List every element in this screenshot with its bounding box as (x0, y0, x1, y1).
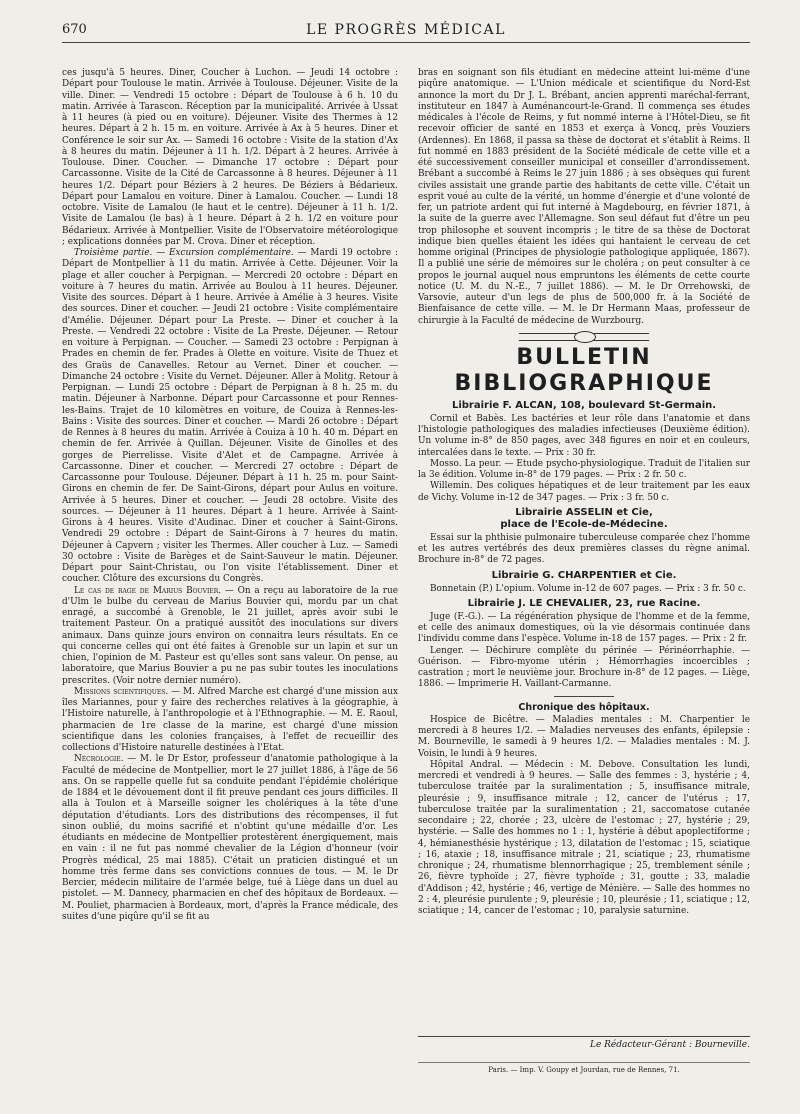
rabies-label: Le cas de rage de Marius Bouvier. (74, 585, 222, 596)
publisher-asselin (418, 507, 750, 531)
publisher-asselin-line2: place de l'Ecole-de-Médecine. (500, 518, 668, 530)
book-entry: Lenger. — Déchirure complète du périnée — Périnéorrhaphie. — Guérison. — Fibro-myome utérin ; Hémorrhagies incoercibles ; castration ; mort le neuvième jour. Brochure in-8° de 12 pages. — Liège, 1886. — Imprimerie H. Vaillant-Carmanne. (418, 645, 750, 690)
printer-imprint: Paris. — Imp. V. Goupy et Jourdan, rue de Rennes, 71. (418, 1062, 750, 1074)
chronicle-entry: Hospice de Bicêtre. — Maladies mentales : M. Charpentier le mercredi à 8 heures 1/2. — Maladies nerveuses des enfants, épilepsie : M. Bourneville, le samedi à 9 heures 1/2. — Maladies mentales : M. J. Voisin, le lundi à 9 heures. (418, 714, 750, 759)
page-header (62, 20, 750, 43)
necrology-label: Nécrologie. (74, 754, 124, 765)
necrology-continued: bras en soignant son fils étudiant en médecine atteint lui-même d'une piqûre anatomique. — L'Union médicale et scientifique du Nord-Est annonce la mort du Dr J. L. Brébant, ancien apprenti maréchal-ferrant, instituteur en 1847 à Auménancourt-le-Grand. Il commença ses études médicales à l'école de Reims, y fut nommé interne à l'Hôtel-Dieu, se fit recevoir officier de santé en 1853 et exerça à Voncq, près Vouziers (Ardennes). En 1868, il passa sa thèse de doctorat et s'établit à Reims. Il fut nommé en 1883 président de la Société médicale de cette ville et a été successivement conseiller municipal et conseiller d'arrondissement. Brébant a succombé à Reims le 27 juin 1886 ; à ses obsèques qui furent civiles assistait une grande partie des habitants de cette ville. C'était un esprit voué au culte de la vérité, un homme d'énergie et d'une volonté de fer, un patriote ardent qui fut interné à Magdebourg, en février 1871, à la suite de la guerre avec l'Allemagne. Son seul défaut fut d'être un peu trop philosophe et souvent incompris ; le titre de sa thèse de Doctorat indique bien quelles étaient les idées qui hantaient le cerveau de cet homme original (Principes de physiologie pathologique appliquée, 1867). Il a publié une série de mémoires sur le choléra ; on peut consulter à ce propos le journal auquel nous empruntons les éléments de cette courte notice (U. M. du N.-E., 7 juillet 1886). — M. le Dr Orrehowski, de Varsovie, auteur d'un legs de plus de 500,000 fr. à la Société de Bienfaisance de cette ville. — M. le Dr Hermann Maas, professeur de chirurgie à la Faculté de médecine de Wurzbourg. (418, 68, 750, 326)
right-column (418, 68, 750, 1028)
ornamental-rule (519, 333, 649, 341)
excursion-text: — Mardi 19 octobre : Départ de Montpellier à 11 du matin. Arrivée à Cette. Déjeuner. Voir la plage et aller coucher à Perpignan. — Mercredi 20 octobre : Départ en voiture à 7 heures du matin. Arrivée au Boulou à 11 heures. Déjeuner. Visite des sources. Départ à 1 heure. Arrivée à Amélie à 3 heures. Visite des sources. Diner et coucher. — Jeudi 21 octobre : Visite complémentaire d'Amélie. Déjeuner. Départ pour La Preste. — Diner et coucher à la Preste. — Vendredi 22 octobre : Visite de La Preste. Déjeuner. — Retour en voiture à Perpignan. — Coucher. — Samedi 23 octobre : Perpignan à Prades en chemin de fer. Prades à Olette en voiture. Visite de Thuez et des Graüs de Canavelles. Retour au Vernet. Diner et coucher. — Dimanche 24 octobre : Visite du Vernet. Déjeuner. Aller à Molitg. Retour à Perpignan. — Lundi 25 octobre : Départ de Perpignan à 8 h. 25 m. du matin. Déjeuner à Narbonne. Départ pour Carcassonne et pour Rennes-les-Bains. Trajet de 10 kilomètres en voiture, de Couiza à Rennes-les-Bains : Visite des sources. Diner et coucher. — Mardi 26 octobre : Départ de Rennes à 8 heures du matin. Arrivée à Couiza à 10 h. 40 m. Départ en chemin de fer. Arrivée à Quillan. Déjeuner. Visite de Ginolles et des gorges de Pierrelisse. Visite d'Alet et de Campagne. Arrivée à Carcassonne. Diner et coucher. — Mercredi 27 octobre : Départ de Carcassonne pour Toulouse. Déjeuner. Départ à 11 h. 25 m. pour Saint-Girons en chemin de fer. De Saint-Girons, départ pour Aulus en voiture. Arrivée à 5 heures. Diner et coucher. — Jeudi 28 octobre. Visite des sources. — Déjeuner à 11 heures. Départ à 1 heure. Arrivée à Saint-Girons à 4 heures. Visite d'Audinac. Diner et coucher à Saint-Girons. Vendredi 29 octobre : Départ de Saint-Girons à 7 heures du matin. Déjeuner à Capvern ; visiter les Thermes. Aller coucher à Luz. — Samedi 30 octobre : Visite de Barèges et de Saint-Sauveur le matin. Déjeuner. Départ pour Saint-Christau, ou l'on visite l'établissement. Diner et coucher. Clôture des excursions du Congrès. (62, 248, 398, 585)
itinerary-paragraph: ces jusqu'à 5 heures. Diner, Coucher à Luchon. — Jeudi 14 octobre : Départ pour Toulouse le matin. Arrivée à Toulouse. Déjeuner. Visite de la ville. Diner. — Vendredi 15 octobre : Départ de Toulouse à 6 h. 10 du matin. Arrivée à Tarascon. Réception par la municipalité. Arrivée à Ussat à 11 heures (à pied ou en voiture). Déjeuner. Visite des Thermes à 12 heures. Départ à 2 h. 15 m. en voiture. Arrivée à Ax à 5 heures. Diner et Conférence le soir sur Ax. — Samedi 16 octobre : Visite de la station d'Ax à 8 heures du matin. Déjeuner à 11 h. 1/2. Départ à 2 heures. Arrivée à Toulouse. Diner. Coucher. — Dimanche 17 octobre : Départ pour Carcassonne. Visite de la Cité de Carcassonne à 8 heures. Déjeuner à 11 heures 1/2. Départ pour Béziers à 2 heures. De Béziers à Bédarieux. Départ pour Lamalou en voiture. Diner à Lamalou. Coucher. — Lundi 18 octobre. Visite de Lamalou (le haut et le centre). Déjeuner à 11 h. 1/2. Visite de Lamalou (le bas) à 1 heure. Départ à 2 h. 1/2 en voiture pour Bédarieux. Arrivée à Montpellier. Visite de l'Observatoire météorologique ; explications données par M. Crova. Diner et réception. (62, 68, 398, 247)
section-divider (554, 696, 614, 697)
book-entry: Bonnetain (P.) L'opium. Volume in-12 de 607 pages. — Prix : 3 fr. 50 c. (430, 583, 746, 594)
bulletin-title: BULLETIN BIBLIOGRAPHIQUE (454, 344, 714, 396)
signature-rule (418, 1036, 750, 1037)
publisher-le-chevalier: Librairie J. LE CHEVALIER, 23, rue Racine. (467, 597, 701, 609)
rabies-text: — On a reçu au laboratoire de la rue d'Ulm le bulbe du cerveau de Marius Bouvier qui, mordu par un chat enragé, a succombé à Grenoble, le 21 juillet, après avoir subi le traitement Pasteur. On a pratiqué aussitôt des inoculations sur divers animaux. Dans quinze jours environ on connaitra leurs résultats. En ce qui concerne celles qui ont été faites à Grenoble sur un lapin et sur un chien, l'opinion de M. Pasteur est qu'elles sont sans valeur. On pense, au laboratoire, que Marius Bouvier a pu ne pas subir toutes les inoculations prescrites. (Voir notre dernier numéro). (62, 585, 398, 686)
book-entry: Essai sur la phthisie pulmonaire tuberculeuse comparée chez l'homme et les autres vertébrés des deux premières classes du règne animal. Brochure in-8° de 72 pages. (418, 532, 750, 566)
page-number: 670 (62, 22, 87, 37)
chronicle-entry: Hôpital Andral. — Médecin : M. Debove. Consultation les lundi, mercredi et vendredi à 9 heures. — Salle des femmes : 3, hystérie ; 4, tuberculose traitée par la suralimentation ; 5, insuffisance mitrale, pleurésie ; 9, insuffisance mitrale ; 12, cancer de l'utérus ; 17, tuberculose traitée par la suralimentation ; 21, saccomatose cutanée secondaire ; 22, chorée ; 23, ulcère de l'estomac ; 27, hystérie ; 29, hystérie. — Salle des hommes no 1 : 1, hystérie à début apoplectiforme ; 4, hémianesthésie hystérique ; 13, dilatation de l'estomac ; 15, sciatique ; 16, ataxie ; 18, insuffisance mitrale ; 21, sciatique ; 23, rhumatisme chronique ; 24, rhumatisme blennorrhagique ; 25, tremblement sénile ; 26, fièvre typhoïde ; 27, fièvre typhoïde ; 31, goutte ; 33, maladie d'Addison ; 42, hystérie ; 46, vertige de Ménière. — Salle des hommes no 2 : 4, pleurésie purulente ; 9, pleurésie ; 10, pleurésie ; 11, sciatique ; 12, sciatique ; 14, cancer de l'estomac ; 10, paralysie saturnine. (418, 759, 750, 916)
left-column (62, 68, 398, 1108)
excursion-label: Troisième partie. — Excursion complémentaire. (74, 248, 294, 258)
excursion-paragraph (62, 248, 398, 586)
publisher-asselin-line1: Librairie ASSELIN et Cie, (515, 506, 653, 518)
necrology-text: — M. le Dr Estor, professeur d'anatomie pathologique à la Faculté de médecine de Montpellier, mort le 27 juillet 1886, à l'âge de 56 ans. On se rappelle quelle fut sa conduite pendant l'épidémie cholérique de 1884 et le dévouement dont il fit preuve pendant ces jours difficiles. Il alla à Toulon et à Marseille soigner les cholériques à la tête d'une députation d'étudiants. Lors des distributions des récompenses, il fut sinon oublié, du moins sacrifié et n'obtint qu'une médaille d'or. Les étudiants en médecine de Montpellier protestèrent énergiquement, mais en vain : il ne fut pas nommé chevalier de la Légion d'honneur (voir Progrès médical, 25 mai 1885). C'était un praticien distingué et un homme très ferme dans ses convictions connues de tous. — M. le Dr Bercier, médecin militaire de l'armée belge, tué à Liège dans un duel au pistolet. — M. Dannecy, pharmacien en chef des hôpitaux de Bordeaux. — M. Pouliet, pharmacien à Bordeaux, mort, d'après la France médicale, des suites d'une piqûre qu'il se fit au (62, 754, 398, 922)
rabies-paragraph (62, 586, 398, 687)
editor-signature: Le Rédacteur-Gérant : Bourneville. (589, 1040, 750, 1050)
book-entry: Mosso. La peur. — Etude psycho-physiologique. Traduit de l'italien sur la 3e édition. Volume in-8° de 179 pages. — Prix : 2 fr. 50 c. (418, 458, 750, 480)
publisher-alcan: Librairie F. ALCAN, 108, boulevard St-Germain. (451, 399, 717, 411)
book-entry: Cornil et Babès. Les bactéries et leur rôle dans l'anatomie et dans l'histologie pathologiques des maladies infectieuses (Deuxième édition). Un volume in-8° de 850 pages, avec 348 figures en noir et en couleurs, intercalées dans le texte. — Prix : 30 fr. (418, 413, 750, 458)
hospital-chronicle-title: Chronique des hôpitaux. (518, 701, 650, 713)
missions-paragraph (62, 687, 398, 755)
necrology-paragraph (62, 754, 398, 923)
journal-title: LE PROGRÈS MÉDICAL (306, 22, 506, 38)
book-entry: Willemin. Des coliques hépatiques et de leur traitement par les eaux de Vichy. Volume in-12 de 347 pages. — Prix : 3 fr. 50 c. (418, 481, 750, 503)
editor-signature-block (418, 1036, 750, 1050)
missions-text: — M. Alfred Marche est chargé d'une mission aux îles Mariannes, pour y faire des recherches relatives à la géographie, à l'Histoire naturelle, à l'anthropologie et à l'Ethnographie. — M. E. Raoul, pharmacien de 1re classe de la marine, est chargé d'une mission scientifique dans les colonies françaises, à l'effet de recueillir des collections d'Histoire naturelle destinées à l'Etat. (62, 686, 398, 753)
book-entry: Juge (F.-G.). — La régénération physique de l'homme et de la femme, et celle des animaux domestiques, où la vie désormais continuée dans l'individu comme dans l'espèce. Volume in-18 de 157 pages. — Prix : 2 fr. (418, 611, 750, 645)
missions-label: Missions scientifiques. (74, 686, 169, 697)
publisher-charpentier: Librairie G. CHARPENTIER et Cie. (491, 569, 677, 581)
